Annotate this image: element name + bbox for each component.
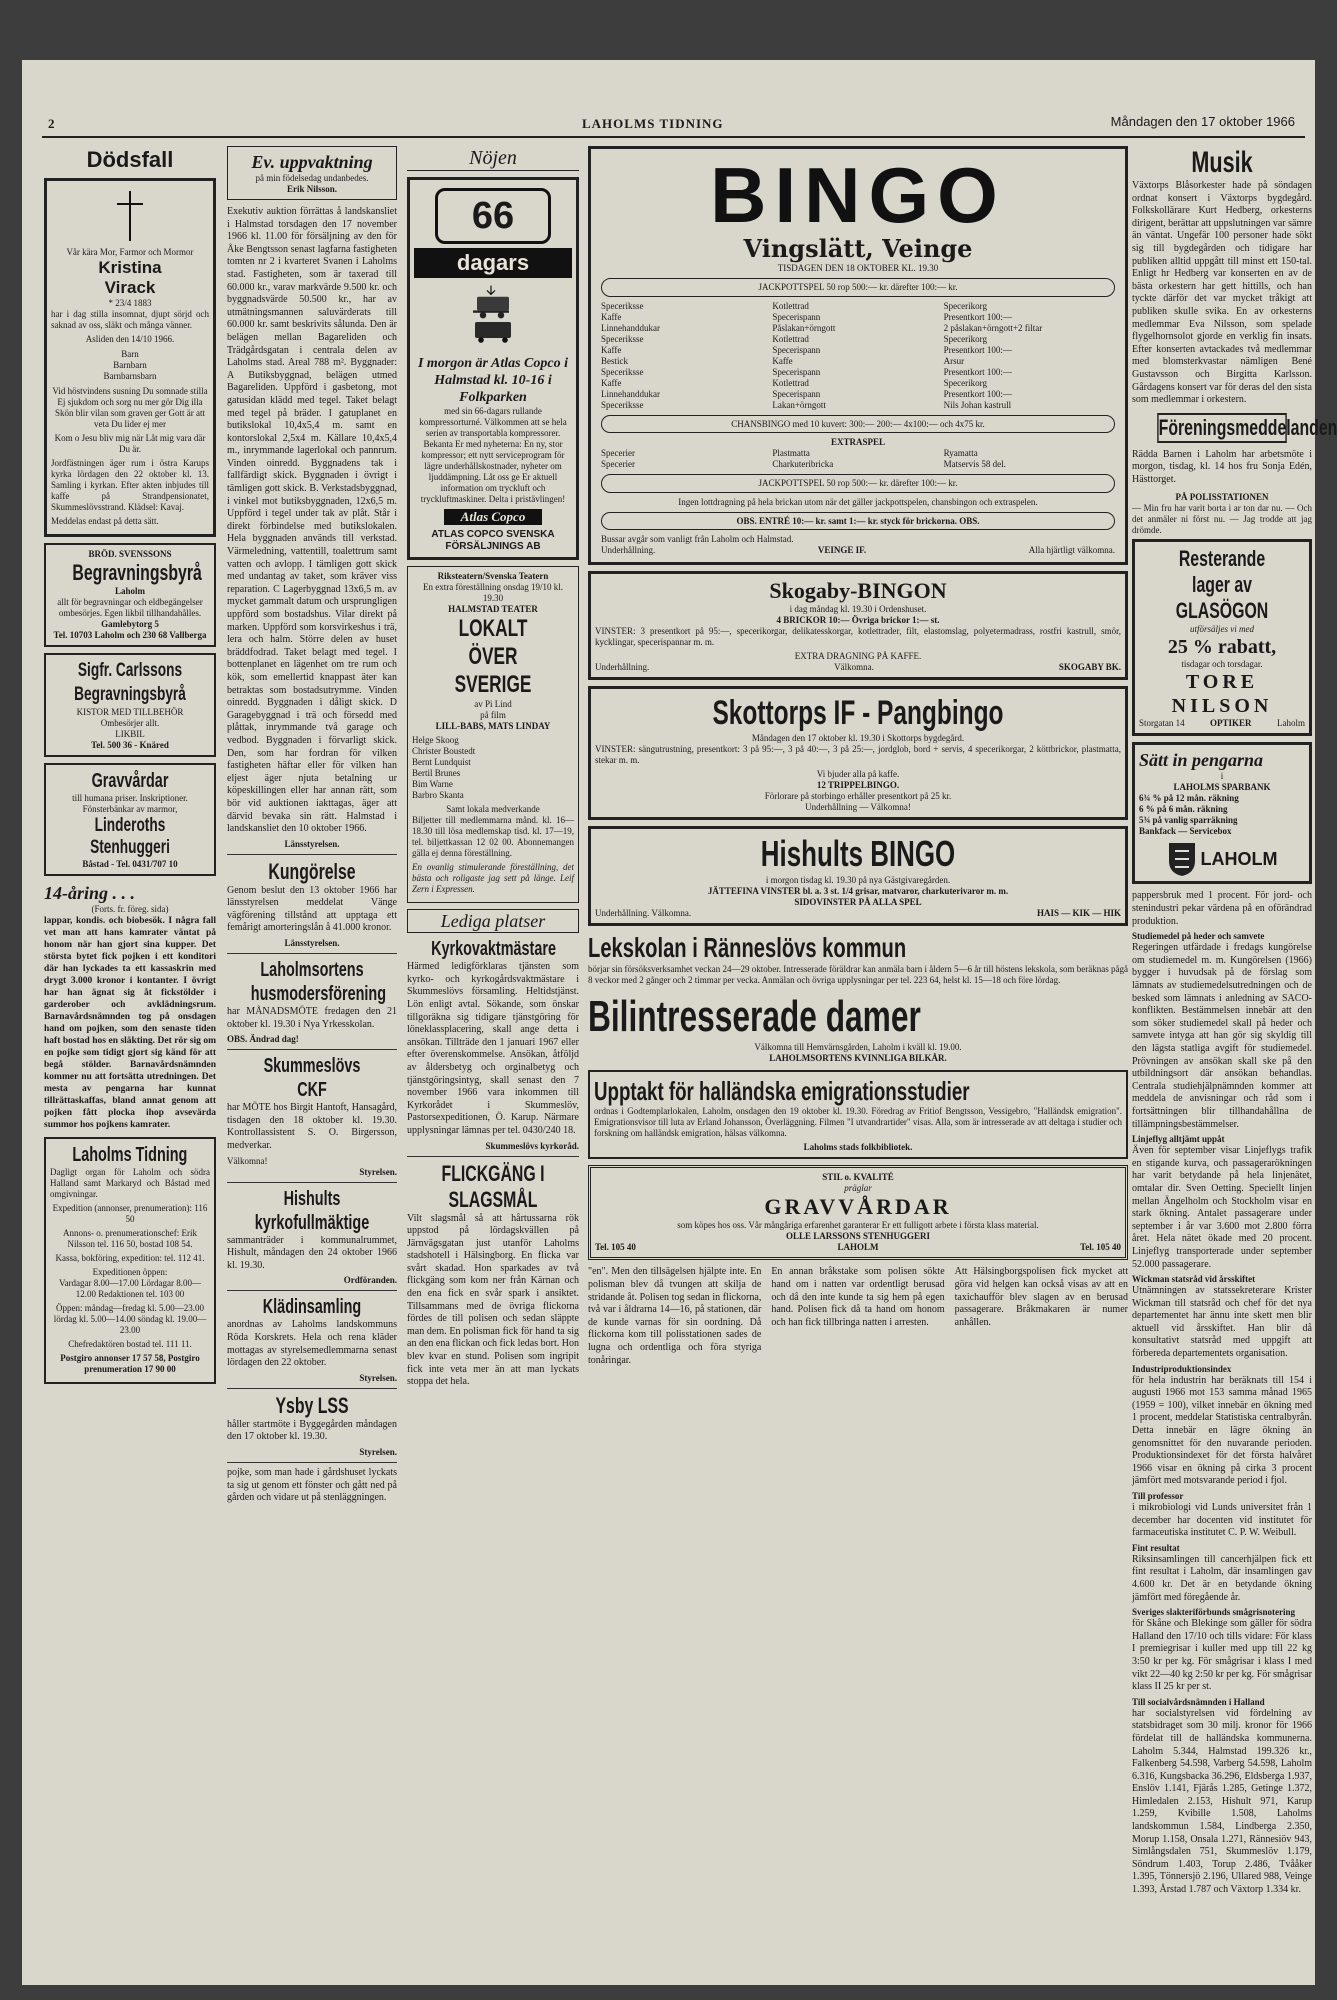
lokalt-film: LILL-BABS, MATS LINDAY bbox=[435, 721, 551, 732]
prize-col-1 bbox=[601, 301, 772, 411]
uppvaktning-heading: Ev. uppvaktning bbox=[251, 152, 373, 172]
emigration-ad bbox=[588, 1070, 1128, 1159]
aring-heading: 14-åring . . . bbox=[44, 883, 136, 903]
larssons-town: LAHOLM bbox=[837, 1242, 879, 1253]
prize-cell: Kaffe bbox=[601, 377, 622, 388]
uppvaktning-name: Erik Nilsson. bbox=[286, 184, 337, 194]
larssons-footer bbox=[595, 1242, 1121, 1253]
masthead-annons: Annons- o. prenumerationschef: Erik Nilsson tel. 116 50, bostad 108 54. bbox=[63, 1228, 197, 1249]
obit-verse: Vid höstvindens susning Du somnade stilla Ej sjukdom och sorg nu mer gör Dig illa Skön blir vilan som graven ger Gott är att veta Du lider ej mer bbox=[52, 386, 208, 429]
svenssons-ad bbox=[44, 543, 216, 647]
aring-sub: (Forts. fr. föreg. sida) bbox=[91, 904, 169, 914]
compressor-illustration-icon bbox=[428, 284, 558, 344]
obit-funeral: Jordfästningen äger rum i östra Karups kyrka lördagen den 22 oktober kl. 13. Samling i kyrkan. Efter akten inbjudes till kaffe på Strandpensionatet, Skummeslövsstrand. Klädsel: Kavaj. bbox=[51, 458, 209, 512]
laholm-logo-text: LAHOLM bbox=[1200, 849, 1278, 870]
optiker-town: Laholm bbox=[1276, 718, 1305, 729]
riks-place: HALMSTAD TEATER bbox=[448, 604, 538, 615]
obit-intro: Vår kära Mor, Farmor och Mormor bbox=[66, 247, 194, 257]
atlas-dagars: dagars bbox=[414, 248, 572, 278]
sparbank-rate: 6 % på 6 mån. räkning bbox=[1139, 804, 1228, 815]
page-header bbox=[22, 114, 1315, 138]
cast-item: Barbro Skanta bbox=[412, 790, 464, 801]
extra-cell: Specerier bbox=[601, 448, 635, 459]
prize-cell: Lakan+örngott bbox=[772, 399, 826, 410]
bingo-chansbingo: CHANSBINGO med 10 kuvert: 300:— 200:— 4x100:— och 4x75 kr. bbox=[601, 415, 1115, 434]
skogaby-vinster: VINSTER: 3 presentkort på 95:—, specerikorgar, delikatesskorgar, kotlettrader, filt, elastomslag, polyetermadrass, rostfri kastrull, smör, kycklingar, specerispannar m. m. bbox=[595, 626, 1121, 648]
studiemedel-text: Regeringen utfärdade i fredags kungörelse om studiemedel m. m. Kungörelsen (1966) bygger i huvudsak på de förslag som lämnats av studiemedelsutredningen och de besked som lämnats i anledning av SACO-konflikten. Bestämmelsen innebär att den som söker studiemedel skall på heder och samvete intyga att han gör sig skyldig till den lägsta statliga avgift för studiemedel. Prövningen av ansökan skall ske på den utbildningsort där ansökan behandlas. Centrala studiehjälpnämnden kommer att meddela de anvisningar och råd som i fortsättningen blir tillhandahållna de tillämpningsbestämmelser. bbox=[1132, 942, 1312, 1130]
musik-heading: Musik bbox=[1191, 146, 1253, 179]
kladinsamling-heading: Klädinsamling bbox=[262, 1296, 362, 1319]
optiker-days: tisdagar och torsdagar. bbox=[1181, 659, 1263, 670]
gravvardar-ad bbox=[44, 763, 216, 876]
lekskola-title: Lekskolan i Ränneslövs kommun bbox=[588, 932, 907, 964]
socialvard-heading: Till socialvårdsnämnden i Halland bbox=[1132, 1696, 1265, 1707]
review-quote: En ovanlig stimulerande föreställning, det bästa och roligaste jag sett på länge. Leif Zern i Expressen. bbox=[412, 862, 574, 895]
prize-col-3 bbox=[944, 301, 1115, 411]
bingo-title: BINGO bbox=[710, 151, 1006, 239]
linjeflyg-heading: Linjeflyg alltjämt uppåt bbox=[1132, 1134, 1225, 1145]
masthead-text: Dagligt organ för Laholm och södra Halland samt Markaryd och Båstad med omgivningar. bbox=[50, 1167, 210, 1199]
sparbank-ad bbox=[1132, 742, 1312, 884]
skogaby-organizer: SKOGABY BK. bbox=[1058, 662, 1121, 673]
optiker-heading: Resterande lager av GLASÖGON bbox=[1175, 546, 1269, 624]
linjeflyg-text: Även för september visar Linjeflygs trafik en stigande kurva, och passagerarökningen har varit betydande på hela linjenätet, omtalar dir. Sven Oetting. Speciellt linjen mellan Ängelholm och Stockholm visar en stark ökning. Antalet passagerare under september i år var 3.600 mot 2.800 förra året. Hela nätet ökade med 20 procent. Linjeflyg transporterade under september 52.000 passagerare. bbox=[1132, 1145, 1312, 1270]
hishult-bingo-sido: SIDOVINSTER PÅ ALLA SPEL bbox=[794, 897, 922, 908]
skottorp-kaffe: Vi bjuder alla på kaffe. bbox=[816, 769, 900, 780]
page-number: 2 bbox=[48, 116, 55, 131]
carlssons-sub: KISTOR MED TILLBEHÖR bbox=[76, 707, 184, 717]
lokalt-heading: LOKALT ÖVER SVERIGE bbox=[454, 615, 532, 699]
issue-date: Måndagen den 17 oktober 1966 bbox=[1110, 114, 1295, 129]
obit-note: Meddelas endast på detta sätt. bbox=[51, 516, 159, 526]
hishult-kyrko-sign: Ordföranden. bbox=[343, 1275, 397, 1286]
radda-barnen-text: Rädda Barnen i Laholm har arbetsmöte i morgon, tisdag, kl. 14 hos fru Sonja Edén, Hästtorget. bbox=[1132, 448, 1312, 485]
prize-cell: Kaffe bbox=[772, 355, 793, 366]
optiker-address: Storgatan 14 bbox=[1139, 718, 1185, 729]
gravvardar-sub: till humana priser. Inskriptioner. Fönsterbänkar av marmor, bbox=[72, 793, 188, 814]
bingo-jackpot-1: JACKPOTTSPEL 50 rop 500:— kr. därefter 100:— kr. bbox=[601, 278, 1115, 297]
musik-text: Växtorps Blåsorkester hade på söndagen ordnat konsert i Växtorps bygdegård. Folkskollärare Kurt Hedberg, orkesterns dirigent, berättar att uppslutningen var sämre än väntat. Ungefär 100 personer hade sökt sig till bygdegården och tidigare har publiken alltid uppgått till minst ett 150-tal. Enligt hr Hedberg var konserten en av de bästa orkestern har gett hittills, och han tyckte därför det var mycket tråkigt att publiken skulle svika. En av orkesterns medlemmar Eva Nilsson, som spelade flygelhornsolot gjorde en verklig fin insats. Efter konserten avtackades två medlemmar med blomsterkvastar nämligen Bené Gustavsson och Birgitta Karlsson. Gårdagens konsert var för deras del den sista som medlemmar i orkestern. bbox=[1132, 180, 1312, 406]
larssons-sub: präglar bbox=[844, 1183, 872, 1194]
svenssons-text: allt för begravningar och eldbegängelser ombesörjes. Egen likbil tillhandahålles. bbox=[57, 597, 203, 618]
industri-heading: Industriproduktionsindex bbox=[1132, 1363, 1232, 1374]
bingo-prize-table bbox=[601, 301, 1115, 411]
bingo-footer bbox=[601, 545, 1115, 556]
prize-cell: Arsur bbox=[943, 355, 965, 366]
prize-cell: Specerispann bbox=[772, 366, 821, 377]
skogaby-underhallning: Underhållning. bbox=[595, 662, 650, 673]
studiemedel-heading: Studiemedel på heder och samvete bbox=[1132, 931, 1265, 942]
atlas-firm: ATLAS COPCO SVENSKA FÖRSÄLJNINGS AB bbox=[431, 529, 555, 553]
lokalt-text: på film bbox=[480, 710, 506, 721]
ysby-heading: Ysby LSS bbox=[275, 1392, 349, 1418]
bingo-extra-table bbox=[601, 448, 1115, 470]
uppvaktning-text: på min födelsedag undanbedes. bbox=[255, 173, 369, 183]
prize-col-2 bbox=[772, 301, 943, 411]
svenssons-phone: Tel. 10703 Laholm och 230 68 Vallberga bbox=[53, 630, 207, 640]
hishult-bingo-date: i morgon tisdag kl. 19.30 på nya Gästgivaregården. bbox=[765, 875, 951, 886]
kladinsamling-text: anordnas av Laholms landskommuns Röda Korskrets. Hela och rena kläder mottagas av styrelsemedlemmarna senast lördagen den 22 oktober. bbox=[227, 1319, 397, 1369]
wickman-text: Utnämningen av statssekreterare Krister Wickman till statsråd och chef för det nya departementet har ännu inte skett men blir aktuell vid årsskiftet. Han blir då konsultativt statsråd med uppgift att förbereda departementets organisation. bbox=[1132, 1285, 1312, 1360]
carlssons-ad bbox=[44, 653, 216, 757]
cast-item: Bernt Lundquist bbox=[412, 757, 471, 768]
prize-cell: Påslakan+örngott bbox=[772, 322, 836, 333]
larssons-phone-1: Tel. 105 40 bbox=[595, 1242, 636, 1253]
skummeslov-heading: Skummeslövs CKF bbox=[263, 1055, 361, 1102]
gravvardar-heading: Gravvårdar bbox=[91, 770, 169, 792]
masthead-expedition: Expedition (annonser, prenumeration): 116 50 bbox=[52, 1203, 208, 1224]
atlas-copco-ad bbox=[407, 177, 579, 560]
cast-item: Bim Warne bbox=[412, 779, 453, 790]
prize-cell: Specerikorg bbox=[943, 377, 987, 388]
professor-heading: Till professor bbox=[1132, 1491, 1184, 1501]
carlssons-phone: Tel. 500 36 - Knäred bbox=[91, 740, 169, 750]
svenssons-address: Gamlebytorg 5 bbox=[101, 619, 159, 629]
laholm-shield-icon bbox=[1167, 841, 1197, 877]
cast-list bbox=[412, 735, 574, 801]
hishult-bingo-footer bbox=[595, 908, 1121, 919]
masthead-hours-head: Expeditionen öppen: bbox=[92, 1267, 168, 1277]
news-continuation bbox=[588, 1266, 1128, 1370]
prize-cell: Kaffe bbox=[601, 311, 622, 322]
atlas-66-logo: 66 bbox=[435, 188, 551, 244]
extra-cell: Specerier bbox=[601, 459, 635, 470]
bingo-place: Vingslätt, Veinge bbox=[743, 234, 973, 263]
foreningsmeddelanden-heading: Föreningsmeddelanden bbox=[1157, 413, 1287, 443]
skottorp-date: Måndagen den 17 oktober kl. 19.30 i Skottorps bygdegård. bbox=[751, 733, 965, 744]
prize-cell: Speceriksse bbox=[601, 366, 644, 377]
skogaby-extra: EXTRA DRAGNING PÅ KAFFE. bbox=[794, 651, 922, 662]
column-5 bbox=[1132, 146, 1337, 1966]
prize-cell: Presentkort 100:— bbox=[943, 344, 1012, 355]
bingo-welcome: Alla hjärtligt välkomna. bbox=[1028, 545, 1115, 556]
bingo-extra-heading: EXTRASPEL bbox=[830, 437, 885, 448]
family-line: Barnbarn bbox=[113, 360, 147, 370]
hishult-bingo-ad bbox=[588, 826, 1128, 926]
skottorp-under: Underhållning — Välkomna! bbox=[805, 802, 911, 813]
news-col-2: En annan bråkstake som polisen sökte hand om i natten var ordentligt berusad och då den inte kunde ta sig hem på egen hand. Polisen fick då ta hand om honom och han fick tillbringa natten i arresten. bbox=[771, 1266, 945, 1328]
skogaby-bingo-ad bbox=[588, 571, 1128, 680]
industri-text: för hela industrin har beräknats till 154 i augusti 1966 mot 153 samma månad 1965 (1959 = 100), vilket innebär en ökning med 1 procent, meddelar Statistiska centralbyrån. Detta innebär en lägre ökning än genomsnittet för den nuvarande perioden. Produktionsindexet för det första halvåret 1966 visar en ökning på cirka 3 procent jämfört med motsvarande period i fjol. bbox=[1132, 1374, 1312, 1487]
newspaper-page bbox=[22, 60, 1337, 1985]
skogaby-welcome: Välkomna. bbox=[834, 662, 874, 673]
extra-cell: Matservis 58 del. bbox=[943, 459, 1006, 470]
prize-cell: Presentkort 100:— bbox=[943, 311, 1012, 322]
emigration-title: Upptakt för halländska emigrationsstudier bbox=[594, 1076, 970, 1107]
fint-heading: Fint resultat bbox=[1132, 1542, 1180, 1553]
extra-cell: Plastmatta bbox=[772, 448, 810, 459]
family-line: Barn bbox=[121, 349, 139, 359]
uppvaktning-ad bbox=[227, 146, 397, 200]
professor-text: i mikrobiologi vid Lunds universitet från 1 december har docenten vid institutet för farmaceutiska institutet C. P. W. Weibull. bbox=[1132, 1502, 1312, 1539]
hishult-kyrko-heading: Hishults kyrkofullmäktige bbox=[254, 1187, 370, 1234]
prize-cell: Presentkort 100:— bbox=[943, 388, 1012, 399]
carlssons-heading: Sigfr. Carlssons Begravningsbyrå bbox=[74, 660, 186, 705]
bilkar-ad bbox=[588, 992, 1128, 1064]
family-line: Barnbarnsbarn bbox=[103, 371, 157, 381]
hishult-bingo-vinster: JÄTTEFINA VINSTER bl. a. 3 st. 1/4 grisar, matvaror, charkuterivaror m. m. bbox=[707, 886, 1009, 897]
biljetter-text: Biljetter till medlemmarna månd. kl. 16—18.30 till lösa medlemskap tisd. kl. 17—19, tel. biljettkassan 12 02 00. Abonnemangen gälla ej denna föreställning. bbox=[412, 815, 574, 859]
slakteri-heading: Sveriges slakteriförbunds smågrisnotering bbox=[1132, 1607, 1295, 1618]
skogaby-footer bbox=[595, 662, 1121, 673]
atlas-text: med sin 66-dagars rullande kompressorturné. Välkommen att se hela serien av transportabla kompressorer. Bekanta Er med nyheterna: En ny, stor kompressor; ett nytt serviceprogram för lägre underhållskostnader, nyheter om ljuddämpning. Låt oss ge Er aktuell information om tryckluft och tryckluftmaskiner. Delta i pristävlingen! bbox=[419, 405, 567, 504]
ysby-text: håller startmöte i Byggegården måndagen den 17 oktober kl. 19.30. bbox=[227, 1418, 397, 1443]
bingo-obs: OBS. ENTRÉ 10:— kr. samt 1:— kr. styck för brickorna. OBS. bbox=[601, 512, 1115, 531]
sparbank-services: Bankfack — Servicebox bbox=[1139, 826, 1232, 837]
prize-cell: Speceriksse bbox=[601, 399, 644, 410]
prize-cell: Kotlettrad bbox=[772, 377, 809, 388]
skottorp-forlorare: Förlorare på storbingo erhåller presentkort på 25 kr. bbox=[764, 791, 952, 802]
riksteatern-ad bbox=[407, 566, 579, 903]
optiker-label: OPTIKER bbox=[1210, 718, 1252, 729]
prize-cell: Linnehanddukar bbox=[601, 388, 660, 399]
bingo-jackpot-2: JACKPOTTSPEL 50 rop 500:— kr. därefter 100:— kr. bbox=[601, 474, 1115, 493]
aring-article bbox=[44, 882, 216, 1131]
prize-cell: Kotlettrad bbox=[772, 300, 809, 311]
cast-item: Christer Boustedt bbox=[412, 746, 476, 757]
skummeslov-text: har MÖTE hos Birgit Hantoft, Hansagård, tisdagen den 18 oktober kl. 19.30. Kontrollassistent S. O. Birgersson, medverkar. bbox=[227, 1102, 397, 1152]
lekskola-text: börjar sin försöksverksamhet veckan 24—29 oktober. Intresserade föräldrar kan anmäla barn i åldern 5—6 år till höstens lekskola, som beräknas pågå 8 veckor med 2 gånger och 2 timmar per vecka. Anmälan och övriga upplysningar per tel. 223 64, helst kl. 15—18 och före lördag. bbox=[588, 964, 1128, 986]
gravvardar-firm: Linderoths Stenhuggeri bbox=[90, 815, 170, 858]
header-rule bbox=[42, 136, 1305, 138]
bilkar-sign: LAHOLMSORTENS KVINNLIGA BILKÅR. bbox=[769, 1053, 947, 1064]
riks-text: En extra föreställning onsdag 19/10 kl. 19.30 bbox=[423, 582, 563, 604]
svenssons-town: Laholm bbox=[114, 586, 145, 596]
kungorelse-text: Genom beslut den 13 oktober 1966 har länsstyrelsen meddelat Vänge vägförening tillstånd att upptaga ett femårigt amorteringslån å 41.000 kronor. bbox=[227, 884, 397, 934]
prize-cell: Specerikorg bbox=[943, 300, 987, 311]
right-text-1: pappersbruk med 1 procent. För jord- och stenindustri pekar värdena på en oförändrad produktion. bbox=[1132, 890, 1312, 927]
nojen-heading: Nöjen bbox=[407, 146, 579, 171]
masthead-box bbox=[44, 1137, 216, 1384]
sparbank-heading: Sätt in pengarna bbox=[1139, 750, 1264, 771]
svenssons-heading: Begravningsbyrå bbox=[72, 560, 202, 585]
emigration-sign: Laholms stads folkbibliotek. bbox=[803, 1142, 913, 1153]
obit-family bbox=[51, 349, 209, 382]
obit-date: Asliden den 14/10 1966. bbox=[85, 334, 175, 344]
fint-text: Riksinsamlingen till cancerhjälpen fick ett fint resultat i Laholm, där insamlingen gav 4.600 kr. Det är en betydande ökning jämfört med föregående år. bbox=[1132, 1553, 1312, 1603]
lekskola-ad bbox=[588, 932, 1128, 986]
masthead-hours: Vardagar 8.00—17.00 Lördagar 8.00—12.00 Redaktionen tel. 103 00 bbox=[59, 1278, 201, 1299]
ysby-sign: Styrelsen. bbox=[359, 1446, 397, 1457]
polis-text: — Min fru har varit borta i ar ton dar nu. — Och det anmäler ni först nu. — Jag trodde att jag drömde. bbox=[1132, 503, 1312, 536]
bingo-date: TISDAGEN DEN 18 OKTOBER KL. 19.30 bbox=[777, 263, 939, 273]
optiker-name: TORE NILSON bbox=[1171, 671, 1273, 718]
col2-bottom-text: pojke, som man hade i gårdshuset lyckats ta sig ut genom ett fönster och gått ned på gården och vidare ut på stenläggningen. bbox=[227, 1466, 397, 1504]
carlssons-likbil: LIKBIL bbox=[115, 729, 145, 739]
husmoder-text: har MÅNADSMÖTE fredagen den 21 oktober kl. 19.30 i Nya Yrkesskolan. bbox=[227, 1006, 397, 1030]
larssons-top: STIL o. KVALITÉ bbox=[822, 1172, 894, 1183]
newspaper-name: LAHOLMS TIDNING bbox=[582, 116, 724, 131]
skummeslov-sign: Styrelsen. bbox=[359, 1166, 397, 1177]
lediga-heading: Lediga platser bbox=[407, 909, 579, 933]
skottorp-title: Skottorps IF - Pangbingo bbox=[712, 694, 1004, 733]
sparbank-name: LAHOLMS SPARBANK bbox=[1173, 782, 1271, 793]
prize-cell: 2 påslakan+örngott+2 filtar bbox=[943, 322, 1043, 333]
masthead-kassa: Kassa, bokföring, expedition: tel. 112 41. bbox=[55, 1253, 205, 1263]
prize-cell: Specerispann bbox=[772, 344, 821, 355]
aring-text: lappar, kondis. och biobesök. I några fall vet man att hans kamrater väntat på honom när han gjort sina kupper. Det största bytet fick pojken i ett konditori där han lyckades ta ett kassaskrin med drygt 3.000 kronor i kontanter. I övrigt har han ägnat sig åt fickstölder i garderober och avklädningsrum. Barnavårdsnämnden tog på onsdagen hand om pojken, som den senaste tiden haft bostad hos en släkting. Det rör sig om en pojke som tidigt gjort sig känd för att begå stölder. Barnavårdsnämnden kommer nu att fortsätta utredningen. Det mesta av pengarna har kunnat tillrättaskaffas, bland annat genom att pojken fått plocka ihop avsevärda summor hos pojkens kamrater. bbox=[44, 916, 216, 1130]
bingo-bussar: Bussar avgår som vanligt från Laholm och Halmstad. bbox=[601, 534, 794, 545]
slakteri-text: för Skåne och Blekinge som gäller för södra Halland den 17/10 och tills vidare: För klass I premiegrisar i kuller med upp till 22 kg 3:50 kr per kg. För smågrisar i klass I med vikt 22—40 kg 2:50 kr per kg. För smågrisar klass II 25 kr per st. bbox=[1132, 1618, 1312, 1693]
skogaby-date: i dag måndag kl. 19.30 i Ordenshuset. bbox=[789, 604, 927, 615]
larssons-ad bbox=[588, 1165, 1128, 1260]
kungorelse-heading: Kungörelse bbox=[268, 858, 356, 884]
sparbank-rate: 5¾ på vanlig sparräkning bbox=[1139, 815, 1238, 826]
larssons-heading: GRAVVÅRDAR bbox=[764, 1194, 952, 1220]
auktion-text: Exekutiv auktion förrättas å landskansliet i Halmstad torsdagen den 17 november 1966 kl. 11.00 för försäljning av den för Åke Bengtsson senast lagfarna fastigheten tomten nr 2 i kvarteret Svanen i Laholms stad. Fastigheten, som är taxerad till 60.000 kr., varav markvärde 9.500 kr. och byggnadsvärde 50.500 kr., har av utmätningsmannen saluvärderats till 60.000 kr. samt beskrivits sålunda. Den är belägen mellan Bagareliden och Trädgårdsgatan i centrala delen av Laholms stad. Areal 788 m². Byggnader: A Butiksbyggnad, belägen utmed Bagareliden. Uppförd i gasbetong, mot gatusidan klädd med tegel. Taket belagt med tegel på bräder. I gatuplanet en butikslokal 10,4x5,4 m. samt en kontorslokal 2,5x4 m. Källare 10,4x5,4 m., inrymmande lagerlokal och pannrum. Vinden oinredd. Byggnadens tak i fallfärdigt skick. Byggnaden i övrigt i tämligen gott skick. B. Verkstadsbyggnad, i vinkel mot butiksbyggnaden, 12x6,5 m. Uppförd i tegel under tak av plåt. Står i direkt förbindelse med butikslokalen. Hela byggnaden används till verkstad. Värmeledning, vattentill, toalettrum samt vatten och avlopp. I tämligen gott skick med undantag av taket, som kräver viss reparation. C Lagerbyggnad 13x6,5 m. av mycket gammalt datum och ursprungligen uppförd som bostadshus. Vilar direkt på marken. Uppförd som korsvirkeshus i trä, lera och halm. Större delen av huset bräddfodrad. Taket belagt med tegel. I bottenplanet en lägenhet om tre rum och kök, som emellertid knappast äter kan betraktas som bostadsutrymme. Vinden oinredd. Byggnaden i dåligt skick. D Garagebyggnad i trä och försedd med plåttak, inrymmande två garage och vedbod. Byggnaden i förvarligt skick. Den, som har fordran för vilken fastigheten häftar eller för vilken han eljest äger njuta betalning ur köpeskillingen eller har annan rätt, som bör vid auktionen iakttagas, äger att därvid bevaka sin rätt. Halmstad i landskansliet den 10 oktober 1966. bbox=[227, 206, 397, 835]
atlas-logo: Atlas Copco bbox=[444, 509, 542, 526]
bingo-vingslatt-ad bbox=[588, 146, 1128, 565]
wickman-heading: Wickman statsråd vid årsskiftet bbox=[1132, 1274, 1256, 1285]
carlssons-text: Ombesörjer allt. bbox=[100, 718, 160, 728]
prize-cell: Speceriksse bbox=[601, 300, 644, 311]
riks-heading: Riksteatern/Svenska Teatern bbox=[437, 571, 549, 582]
masthead-chief: Chefredaktören bostad tel. 111 11. bbox=[68, 1339, 192, 1349]
obit-text: har i dag stilla insomnat, djupt sörjd och saknad av oss, släkt och många vänner. bbox=[51, 309, 209, 330]
prize-cell: Speceriksse bbox=[601, 333, 644, 344]
bingo-underhallning: Underhållning. bbox=[601, 545, 656, 556]
extra-cell: Ryamatta bbox=[943, 448, 978, 459]
skummeslov-welcome: Välkomna! bbox=[227, 1155, 268, 1166]
masthead-open: Öppen: måndag—fredag kl. 5.00—23.00 lördag kl. 5.00—14.00 söndag kl. 19.00—23.00 bbox=[53, 1303, 207, 1335]
extra-cell: Charkuteribricka bbox=[772, 459, 834, 470]
laholm-logo bbox=[1139, 841, 1305, 877]
prize-cell: Nils Johan kastrull bbox=[943, 399, 1012, 410]
column-3 bbox=[407, 146, 579, 1966]
obit-name-first: Kristina bbox=[98, 258, 162, 277]
prize-cell: Kotlettrad bbox=[772, 333, 809, 344]
optiker-ad bbox=[1132, 539, 1312, 736]
obit-born: * 23/4 1883 bbox=[108, 298, 152, 308]
flickgang-heading: FLICKGÄNG I SLAGSMÅL bbox=[441, 1160, 545, 1212]
news-col-1: "en". Men den tillsägelsen hjälpte inte. En polisman blev då tvungen att skilja de stridande åt. Polisen tog sedan in flickorna, två var i åldrarna 14—16, på stationen, där de kunde varnas för sin oordning. Då flickorna kom till polisstationen sades de lugna och ordentliga och föra styriga tonåringar. bbox=[588, 1266, 762, 1366]
cast-item: Helge Skoog bbox=[412, 735, 459, 746]
lokalt-by: av Pi Lind bbox=[474, 699, 512, 710]
masthead-title: Laholms Tidning bbox=[72, 1144, 188, 1166]
gravvardar-phone: Båstad - Tel. 0431/707 10 bbox=[82, 859, 178, 869]
column-2 bbox=[227, 146, 397, 1966]
prize-cell: Specerispann bbox=[772, 388, 821, 399]
optiker-sub: utförsäljes vi med bbox=[1190, 624, 1254, 635]
news-col-3: Att Hälsingborgspolisen fick mycket att göra vid helgen kan också visas av att en taxichaufför blev slagen av en berusad passagerare. Bråkmakaren är numer anhållen. bbox=[954, 1266, 1128, 1328]
skogaby-title: Skogaby-BINGON bbox=[769, 578, 947, 604]
optiker-footer bbox=[1139, 718, 1305, 729]
skottorp-trippel: 12 TRIPPELBINGO. bbox=[816, 780, 900, 791]
emigration-text: ordnas i Godtemplarlokalen, Laholm, onsdagen den 19 oktober kl. 19.30. Föredrag av Fritiof Bengtsson, Vessigebro, "Halländsk emigration". Emigrationsvisor till luta av Erland Johansson, Överläggning. Filmen "I utvandrartider" visas. Alla, som är intresserade av att deltaga i studier och forskning om halländsk emigration, hälsas välkomna. bbox=[594, 1106, 1122, 1139]
masthead-postgiro: Postgiro annonser 17 57 58, Postgiro prenumeration 17 90 00 bbox=[60, 1353, 200, 1374]
cast-item: Bertil Brunes bbox=[412, 768, 461, 779]
obituary-ad bbox=[44, 178, 216, 537]
sparbank-i: i bbox=[1220, 771, 1224, 782]
hishult-bingo-title: Hishults BINGO bbox=[760, 833, 956, 875]
kyrkovakt-heading: Kyrkovaktmästare bbox=[431, 938, 556, 961]
bilkar-title: Bilintresserade damer bbox=[588, 992, 921, 1042]
cross-icon bbox=[129, 191, 131, 241]
hishult-bingo-organizer: HAIS — KIK — HIK bbox=[1036, 908, 1121, 919]
prize-cell: Kaffe bbox=[601, 344, 622, 355]
obit-name-last: Virack bbox=[104, 278, 156, 297]
bingo-ingen: Ingen lottdragning på hela brickan utom när det gäller jackpottspelen, chansbingon och extraspelen. bbox=[678, 496, 1038, 507]
skottorp-vinster: VINSTER: sängutrustning, presentkort: 3 på 95:—, 3 på 40:—, 3 på 25:—, jordglob, bord + servis, 4 specerikorgar, 2 köttbrickor, plastmatta, stekar m. m. bbox=[595, 744, 1121, 766]
prize-cell: Bestick bbox=[601, 355, 628, 366]
husmoder-note: OBS. Ändrad dag! bbox=[227, 1034, 299, 1045]
larssons-firm: OLLE LARSSONS STENHUGGERI bbox=[785, 1231, 931, 1242]
larssons-phone-2: Tel. 105 40 bbox=[1080, 1242, 1121, 1253]
polis-heading: PÅ POLISSTATIONEN bbox=[1175, 492, 1269, 503]
optiker-discount: 25 % rabatt, bbox=[1167, 636, 1277, 659]
kladinsamling-sign: Styrelsen. bbox=[359, 1372, 397, 1383]
larssons-text: som köpes hos oss. Vår mångåriga erfarenhet garanterar Er ett fulligott arbete i första klass material. bbox=[677, 1220, 1039, 1231]
hishult-bingo-under: Underhållning. Välkomna. bbox=[595, 908, 692, 919]
atlas-headline: I morgon är Atlas Copco i Halmstad kl. 10-16 i Folkparken bbox=[417, 355, 568, 405]
prize-cell: Specerispann bbox=[772, 311, 821, 322]
svenssons-top: BRÖD. SVENSSONS bbox=[88, 549, 172, 559]
obit-verse-2: Kom o Jesu bliv mig när Låt mig vara där Du är. bbox=[54, 433, 206, 454]
prize-cell: Specerikorg bbox=[943, 333, 987, 344]
husmoder-heading: Laholmsortens husmodersförening bbox=[250, 959, 387, 1006]
sparbank-rate: 6¾ % på 12 mån. räkning bbox=[1139, 793, 1239, 804]
flickgang-text: Vilt slagsmål så att hårtussarna rök uppstod på lördagskvällen på Järnvägsgatan just utanför Laholms stadshotell i Hälsingborg. En flicka var svårt skadad. Hon sparkades av två flickgäng som kom ner från Kärnan och den ena fick en svår spark i ansiktet. Tillsammans med de övriga flickorna fördes de till polisen och sedan släppte man dem. En polisman fick för hand ta sig an den ena flickan och fick ledas bort. Hon blev kvar en stund. Polisen som ingripit fick inte veta mer än att man lyckats stoppa det hela. bbox=[407, 1212, 579, 1388]
column-1 bbox=[44, 146, 216, 1966]
bilkar-text: Välkomna till Hemvärnsgården, Laholm i kväll kl. 19.00. bbox=[754, 1042, 962, 1053]
kungorelse-sign: Länsstyrelsen. bbox=[284, 938, 340, 949]
hishult-kyrko-text: sammanträder i kommunalrummet, Hishult, måndagen den 24 oktober 1966 kl. 19.30. bbox=[227, 1234, 397, 1271]
socialvard-text: har socialstyrelsen vid fördelning av statsbidraget som 30 milj. kronor för 1966 fördelat till de halländska kommunerna. Laholm 5.344, Halmstad 199.326 kr., Falkenberg 54.598, Varberg 54.598, Laholm 6.316, Kungsbacka 36.296, Eldsberga 1.937, Enslöv 1.141, Fjärås 1.285, Getinge 1.372, Himledalen 2.153, Hishult 971, Karup 1.259, Kvibille 1.508, Laholms landskommun 1.584, Lindberga 2.350, Morup 1.158, Onsala 1.271, Rännesiöv 943, Simlångsdalen 751, Skummeslöv 1.179, Söndrum 1.403, Torup 2.486, Tvååker 1.395, Tönnersjö 2.196, Ullared 988, Veinge 1.393, Årstad 1.787 och Växtorp 1.334 kr. bbox=[1132, 1707, 1312, 1896]
kyrkovakt-text: Härmed ledigförklaras tjänsten som kyrko- och kyrkogårdsvaktmästare i Skummeslövs församling. Heltidstjänst. Lön enligt avtal. Sökande, som önskar tillgoräkna sig tidigare tjänstgöring för löneklassplacering, skall ange detta i ansökan. Tillträde den 1 januari 1967 eller efter överenskommelse. Ansökan, åtföljd av åldersbetyg och orginalbetyg och tjänstgöringsintyg, skall senast den 7 november 1966 vara inkommen till Kyrkorådet i Skummeslöv, Pastorsexpeditionen, Ö. Karup. Närmare upplysningar lämnas per tel. 0430/240 18. bbox=[407, 961, 579, 1136]
prize-cell: Presentkort 100:— bbox=[943, 366, 1012, 377]
dodsfall-heading: Dödsfall bbox=[86, 147, 174, 172]
bingo-organizer: VEINGE IF. bbox=[817, 545, 867, 556]
prize-cell: Linnehanddukar bbox=[601, 322, 660, 333]
skottorp-bingo-ad bbox=[588, 686, 1128, 820]
skogaby-brickor: 4 BRICKOR 10:— Övriga brickor 1:— st. bbox=[776, 615, 940, 626]
kyrkovakt-sign: Skummeslövs kyrkoråd. bbox=[485, 1140, 579, 1151]
cast-sub: Samt lokala medverkande bbox=[446, 804, 540, 815]
auktion-sign: Länsstyrelsen. bbox=[284, 838, 340, 849]
column-4 bbox=[588, 146, 1128, 1966]
